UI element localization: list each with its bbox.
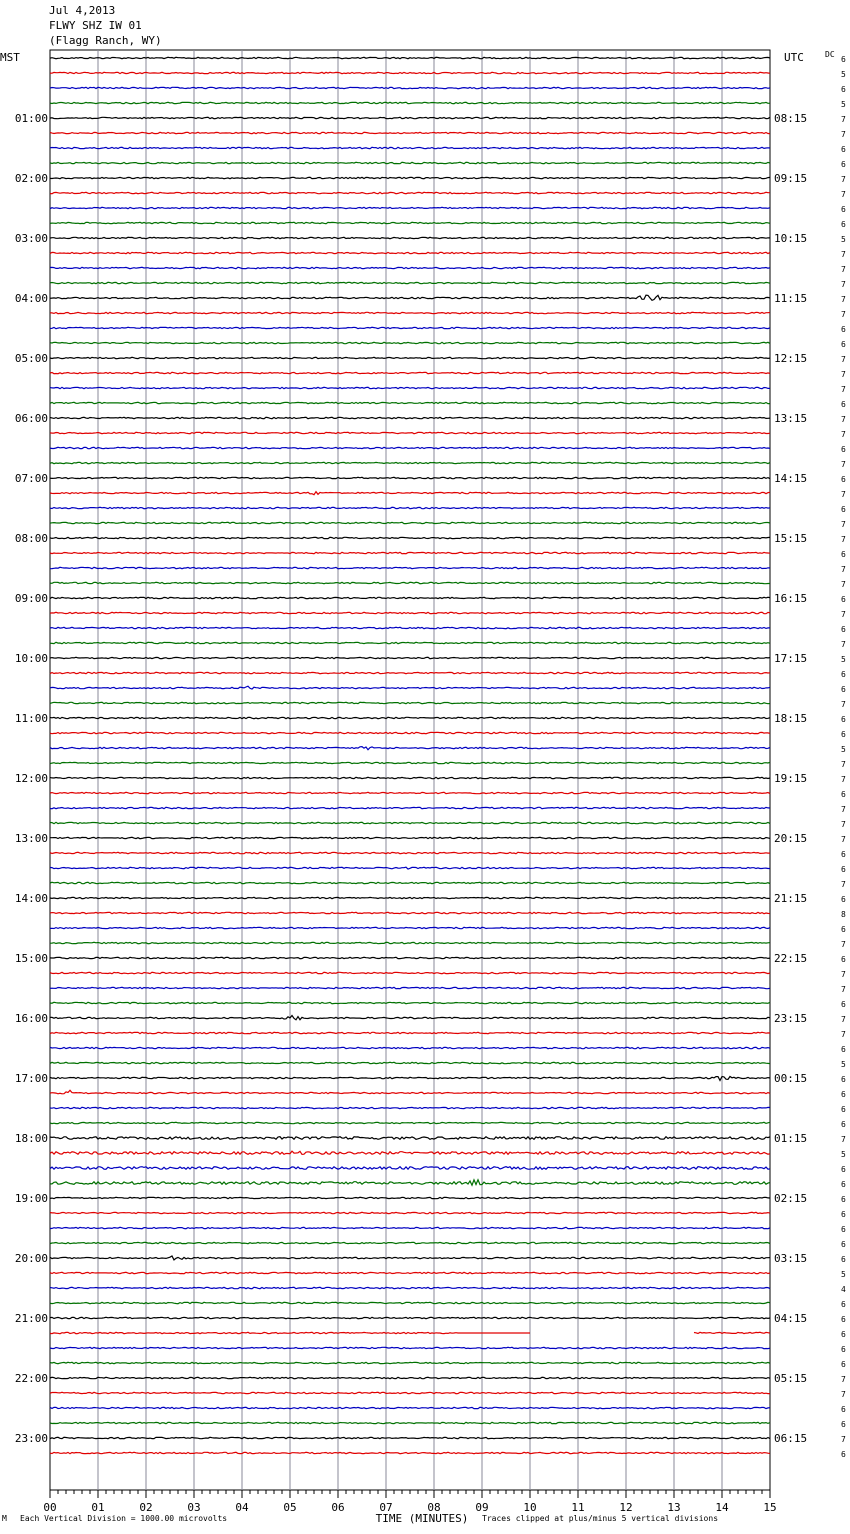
dc-offset-label: 6: [841, 1240, 846, 1249]
dc-header-label: DC: [825, 50, 835, 59]
dc-offset-label: 5: [841, 1060, 846, 1069]
dc-offset-label: 6: [841, 160, 846, 169]
seismic-trace: [50, 1180, 770, 1185]
seismic-trace: [50, 837, 770, 838]
right-hour-label: 06:15: [774, 1432, 808, 1445]
seismic-trace: [50, 672, 770, 673]
seismic-trace: [50, 207, 770, 208]
dc-offset-label: 6: [841, 895, 846, 904]
seismic-trace: [50, 972, 770, 973]
seismic-trace: [50, 627, 770, 628]
seismic-trace: [50, 762, 770, 763]
seismic-trace: [50, 162, 770, 163]
dc-offset-label: 6: [841, 790, 846, 799]
seismic-trace: [50, 102, 770, 103]
left-hour-label: 15:00: [14, 952, 48, 965]
dc-offset-label: 6: [841, 1075, 846, 1084]
dc-offset-label: 6: [841, 550, 846, 559]
date-label: Jul 4,2013: [49, 4, 116, 17]
dc-offset-label: 6: [841, 1105, 846, 1114]
dc-offset-label: 7: [841, 115, 846, 124]
dc-offset-label: 7: [841, 1135, 846, 1144]
dc-offset-label: 6: [841, 1255, 846, 1264]
seismic-trace: [50, 57, 770, 58]
left-hour-label: 18:00: [14, 1132, 48, 1145]
right-hour-label: 20:15: [774, 832, 808, 845]
dc-offset-label: 5: [841, 655, 846, 664]
dc-offset-label: 7: [841, 640, 846, 649]
dc-offset-label: 7: [841, 580, 846, 589]
seismic-trace: [50, 1422, 770, 1423]
seismic-trace: [50, 717, 770, 718]
dc-offset-label: 7: [841, 1435, 846, 1444]
dc-offset-label: 6: [841, 595, 846, 604]
dc-offset-label: 6: [841, 670, 846, 679]
x-tick-label: 13: [667, 1501, 681, 1514]
dc-offset-label: 7: [841, 520, 846, 529]
seismic-trace: [50, 822, 770, 823]
left-hour-label: 07:00: [14, 472, 48, 485]
left-hour-label: 14:00: [14, 892, 48, 905]
dc-offset-label: 7: [841, 310, 846, 319]
left-hour-label: 22:00: [14, 1372, 48, 1385]
x-tick-label: 07: [379, 1501, 393, 1514]
corner-mark: M: [2, 1514, 7, 1523]
dc-offset-label: 6: [841, 685, 846, 694]
dc-offset-label: 6: [841, 340, 846, 349]
dc-offset-label: 7: [841, 880, 846, 889]
dc-offset-label: 7: [841, 835, 846, 844]
dc-offset-label: 7: [841, 1375, 846, 1384]
seismic-trace: [50, 642, 770, 643]
dc-offset-label: 7: [841, 940, 846, 949]
seismic-trace: [50, 792, 770, 793]
seismic-trace: [50, 1242, 770, 1243]
seismic-trace: [50, 192, 770, 193]
seismic-trace: [50, 702, 770, 703]
seismic-trace: [50, 1392, 770, 1393]
dc-offset-label: 6: [841, 925, 846, 934]
left-hour-label: 05:00: [14, 352, 48, 365]
x-tick-label: 00: [43, 1501, 57, 1514]
dc-offset-label: 6: [841, 1210, 846, 1219]
right-hour-label: 22:15: [774, 952, 808, 965]
x-tick-label: 02: [139, 1501, 153, 1514]
right-hour-label: 04:15: [774, 1312, 808, 1325]
right-hour-label: 12:15: [774, 352, 808, 365]
seismic-trace: [50, 537, 770, 538]
dc-offset-label: 6: [841, 1165, 846, 1174]
right-hour-label: 13:15: [774, 412, 808, 425]
left-hour-label: 20:00: [14, 1252, 48, 1265]
left-hour-label: 19:00: [14, 1192, 48, 1205]
seismic-trace: [50, 657, 770, 658]
dc-offset-label: 6: [841, 475, 846, 484]
seismic-trace: [50, 1016, 770, 1020]
seismic-trace: [50, 1137, 770, 1140]
seismic-trace: [50, 912, 770, 913]
dc-offset-label: 6: [841, 325, 846, 334]
dc-offset-label: 4: [841, 1285, 846, 1294]
seismic-trace: [50, 807, 770, 808]
seismic-trace: [50, 1317, 770, 1318]
seismic-trace: [50, 987, 770, 988]
seismic-trace: [50, 1090, 770, 1094]
dc-offset-label: 7: [841, 460, 846, 469]
seismic-trace: [50, 312, 770, 313]
dc-offset-label: 7: [841, 265, 846, 274]
dc-offset-label: 6: [841, 1330, 846, 1339]
left-hour-label: 04:00: [14, 292, 48, 305]
x-tick-label: 08: [427, 1501, 441, 1514]
footer-clip-note: Traces clipped at plus/minus 5 vertical divisions: [482, 1514, 719, 1523]
dc-offset-label: 5: [841, 745, 846, 754]
seismic-trace: [50, 1302, 770, 1303]
seismic-trace: [50, 447, 770, 448]
seismic-trace: [50, 1407, 770, 1408]
seismic-trace: [50, 1377, 770, 1378]
dc-offset-label: 7: [841, 355, 846, 364]
station-label: FLWY SHZ IW 01: [49, 19, 142, 32]
seismic-trace: [50, 1122, 770, 1123]
seismic-trace: [50, 177, 770, 178]
right-hour-label: 14:15: [774, 472, 808, 485]
seismic-trace: [50, 1362, 770, 1363]
dc-offset-label: 7: [841, 490, 846, 499]
left-hour-label: 11:00: [14, 712, 48, 725]
dc-offset-label: 6: [841, 955, 846, 964]
dc-offset-label: 6: [841, 1300, 846, 1309]
dc-offset-label: 5: [841, 1150, 846, 1159]
seismic-trace: [50, 777, 770, 778]
x-tick-label: 09: [475, 1501, 489, 1514]
seismic-trace: [50, 1437, 770, 1438]
dc-offset-label: 6: [841, 400, 846, 409]
dc-offset-label: 7: [841, 1015, 846, 1024]
dc-offset-label: 6: [841, 1225, 846, 1234]
left-hour-label: 08:00: [14, 532, 48, 545]
dc-offset-label: 6: [841, 850, 846, 859]
left-hour-label: 17:00: [14, 1072, 48, 1085]
dc-offset-label: 7: [841, 535, 846, 544]
seismic-trace: [50, 747, 770, 750]
seismic-trace: [50, 342, 770, 343]
seismic-trace: [50, 1332, 770, 1333]
x-tick-label: 05: [283, 1501, 297, 1514]
seismic-trace: [50, 1227, 770, 1228]
seismic-trace: [50, 222, 770, 223]
seismic-trace: [50, 402, 770, 403]
dc-offset-label: 7: [841, 1030, 846, 1039]
right-hour-label: 01:15: [774, 1132, 808, 1145]
seismic-trace: [50, 252, 770, 253]
seismic-trace: [50, 867, 770, 869]
dc-offset-label: 6: [841, 1360, 846, 1369]
dc-offset-label: 6: [841, 865, 846, 874]
right-hour-label: 17:15: [774, 652, 808, 665]
left-hour-label: 12:00: [14, 772, 48, 785]
seismic-trace: [50, 282, 770, 283]
seismic-trace: [50, 1032, 770, 1033]
right-hour-label: 18:15: [774, 712, 808, 725]
x-tick-label: 01: [91, 1501, 105, 1514]
dc-offset-label: 6: [841, 1420, 846, 1429]
seismic-trace: [50, 686, 770, 689]
seismic-trace: [50, 327, 770, 328]
seismic-trace: [50, 957, 770, 958]
right-hour-label: 05:15: [774, 1372, 808, 1385]
seismic-trace: [50, 387, 770, 388]
seismic-trace: [50, 1287, 770, 1288]
seismic-trace: [50, 372, 770, 373]
seismic-trace: [50, 132, 770, 133]
left-hour-label: 13:00: [14, 832, 48, 845]
dc-offset-label: 7: [841, 190, 846, 199]
seismic-trace: [50, 357, 770, 358]
left-hour-label: 03:00: [14, 232, 48, 245]
x-tick-label: 03: [187, 1501, 201, 1514]
left-hour-label: 09:00: [14, 592, 48, 605]
left-hour-label: 02:00: [14, 172, 48, 185]
seismic-trace: [50, 1212, 770, 1213]
seismic-trace: [50, 492, 770, 495]
left-hour-label: 16:00: [14, 1012, 48, 1025]
right-hour-label: 09:15: [774, 172, 808, 185]
dc-offset-label: 6: [841, 1180, 846, 1189]
right-hour-label: 08:15: [774, 112, 808, 125]
dc-offset-label: 7: [841, 415, 846, 424]
dc-offset-label: 6: [841, 1315, 846, 1324]
seismic-trace: [50, 612, 770, 613]
dc-offset-label: 5: [841, 100, 846, 109]
seismic-trace: [50, 522, 770, 523]
seismic-trace: [50, 732, 770, 733]
dc-offset-label: 6: [841, 205, 846, 214]
right-hour-label: 21:15: [774, 892, 808, 905]
dc-offset-label: 6: [841, 1090, 846, 1099]
seismic-trace: [50, 462, 770, 463]
right-hour-label: 23:15: [774, 1012, 808, 1025]
dc-offset-label: 7: [841, 280, 846, 289]
dc-offset-label: 7: [841, 250, 846, 259]
seismic-trace: [50, 1077, 770, 1081]
x-tick-label: 12: [619, 1501, 633, 1514]
dc-offset-label: 7: [841, 130, 846, 139]
x-tick-label: 06: [331, 1501, 345, 1514]
seismic-trace: [50, 1256, 770, 1260]
seismic-trace: [50, 507, 770, 508]
dc-offset-label: 5: [841, 1270, 846, 1279]
right-hour-label: 19:15: [774, 772, 808, 785]
seismic-trace: [50, 237, 770, 238]
seismic-trace: [50, 117, 770, 118]
left-hour-label: 10:00: [14, 652, 48, 665]
dc-offset-label: 7: [841, 805, 846, 814]
seismic-trace: [50, 72, 770, 73]
seismic-trace: [50, 147, 770, 148]
seismic-trace: [50, 1452, 770, 1453]
seismic-trace: [50, 1047, 770, 1048]
right-hour-label: 15:15: [774, 532, 808, 545]
seismic-trace: [50, 1062, 770, 1063]
dc-offset-label: 7: [841, 775, 846, 784]
seismic-trace: [50, 87, 770, 88]
dc-offset-label: 6: [841, 730, 846, 739]
seismic-trace: [50, 1107, 770, 1108]
right-hour-label: 10:15: [774, 232, 808, 245]
right-hour-label: 02:15: [774, 1192, 808, 1205]
dc-offset-label: 6: [841, 1345, 846, 1354]
seismic-trace: [50, 567, 770, 568]
dc-offset-label: 5: [841, 235, 846, 244]
dc-offset-label: 7: [841, 370, 846, 379]
location-label: (Flagg Ranch, WY): [49, 34, 162, 47]
seismic-trace: [50, 417, 770, 418]
dc-offset-label: 7: [841, 295, 846, 304]
x-tick-label: 15: [763, 1501, 777, 1514]
dc-offset-label: 7: [841, 700, 846, 709]
left-hour-label: 23:00: [14, 1432, 48, 1445]
dc-offset-label: 6: [841, 625, 846, 634]
seismic-trace: [50, 1272, 770, 1273]
dc-offset-label: 6: [841, 1000, 846, 1009]
dc-offset-label: 6: [841, 1045, 846, 1054]
x-tick-label: 04: [235, 1501, 249, 1514]
seismic-trace: [50, 897, 770, 898]
dc-offset-label: 6: [841, 1120, 846, 1129]
left-hour-label: 06:00: [14, 412, 48, 425]
right-hour-label: 00:15: [774, 1072, 808, 1085]
seismic-trace: [50, 597, 770, 598]
dc-offset-label: 6: [841, 145, 846, 154]
dc-offset-label: 7: [841, 610, 846, 619]
right-hour-label: 11:15: [774, 292, 808, 305]
dc-offset-label: 7: [841, 760, 846, 769]
seismic-trace: [50, 582, 770, 583]
right-hour-label: 03:15: [774, 1252, 808, 1265]
dc-offset-label: 6: [841, 220, 846, 229]
x-tick-label: 14: [715, 1501, 729, 1514]
seismic-trace: [50, 267, 770, 268]
dc-offset-label: 8: [841, 910, 846, 919]
seismic-trace: [50, 942, 770, 943]
seismic-trace: [50, 295, 770, 300]
left-axis-label: MST: [0, 51, 20, 64]
seismic-trace: [50, 927, 770, 928]
seismic-trace: [50, 1002, 770, 1003]
seismic-trace: [50, 1197, 770, 1198]
dc-offset-label: 6: [841, 1195, 846, 1204]
dc-offset-label: 7: [841, 175, 846, 184]
dc-offset-label: 6: [841, 1405, 846, 1414]
x-tick-label: 11: [571, 1501, 585, 1514]
right-axis-label: UTC: [784, 51, 804, 64]
dc-offset-label: 7: [841, 385, 846, 394]
dc-offset-label: 6: [841, 715, 846, 724]
dc-offset-label: 7: [841, 820, 846, 829]
seismic-trace: [50, 882, 770, 883]
seismic-trace: [50, 552, 770, 553]
dc-offset-label: 6: [841, 85, 846, 94]
dc-offset-label: 7: [841, 985, 846, 994]
dc-offset-label: 7: [841, 1390, 846, 1399]
left-hour-label: 01:00: [14, 112, 48, 125]
seismic-trace: [50, 477, 770, 478]
dc-offset-label: 7: [841, 970, 846, 979]
left-hour-label: 21:00: [14, 1312, 48, 1325]
seismic-trace: [50, 432, 770, 433]
x-tick-label: 10: [523, 1501, 537, 1514]
dc-offset-label: 6: [841, 1450, 846, 1459]
dc-offset-label: 7: [841, 565, 846, 574]
x-axis-label: TIME (MINUTES): [375, 1512, 469, 1525]
dc-offset-label: 7: [841, 430, 846, 439]
dc-offset-label: 6: [841, 55, 846, 64]
dc-offset-label: 6: [841, 505, 846, 514]
dc-offset-label: 6: [841, 445, 846, 454]
footer-scale-note: Each Vertical Division = 1000.00 microvolts: [20, 1514, 228, 1523]
seismic-trace: [50, 1167, 770, 1170]
right-hour-label: 16:15: [774, 592, 808, 605]
seismic-trace: [50, 1347, 770, 1348]
seismic-trace: [50, 852, 770, 853]
dc-offset-label: 5: [841, 70, 846, 79]
seismic-trace: [50, 1151, 770, 1154]
